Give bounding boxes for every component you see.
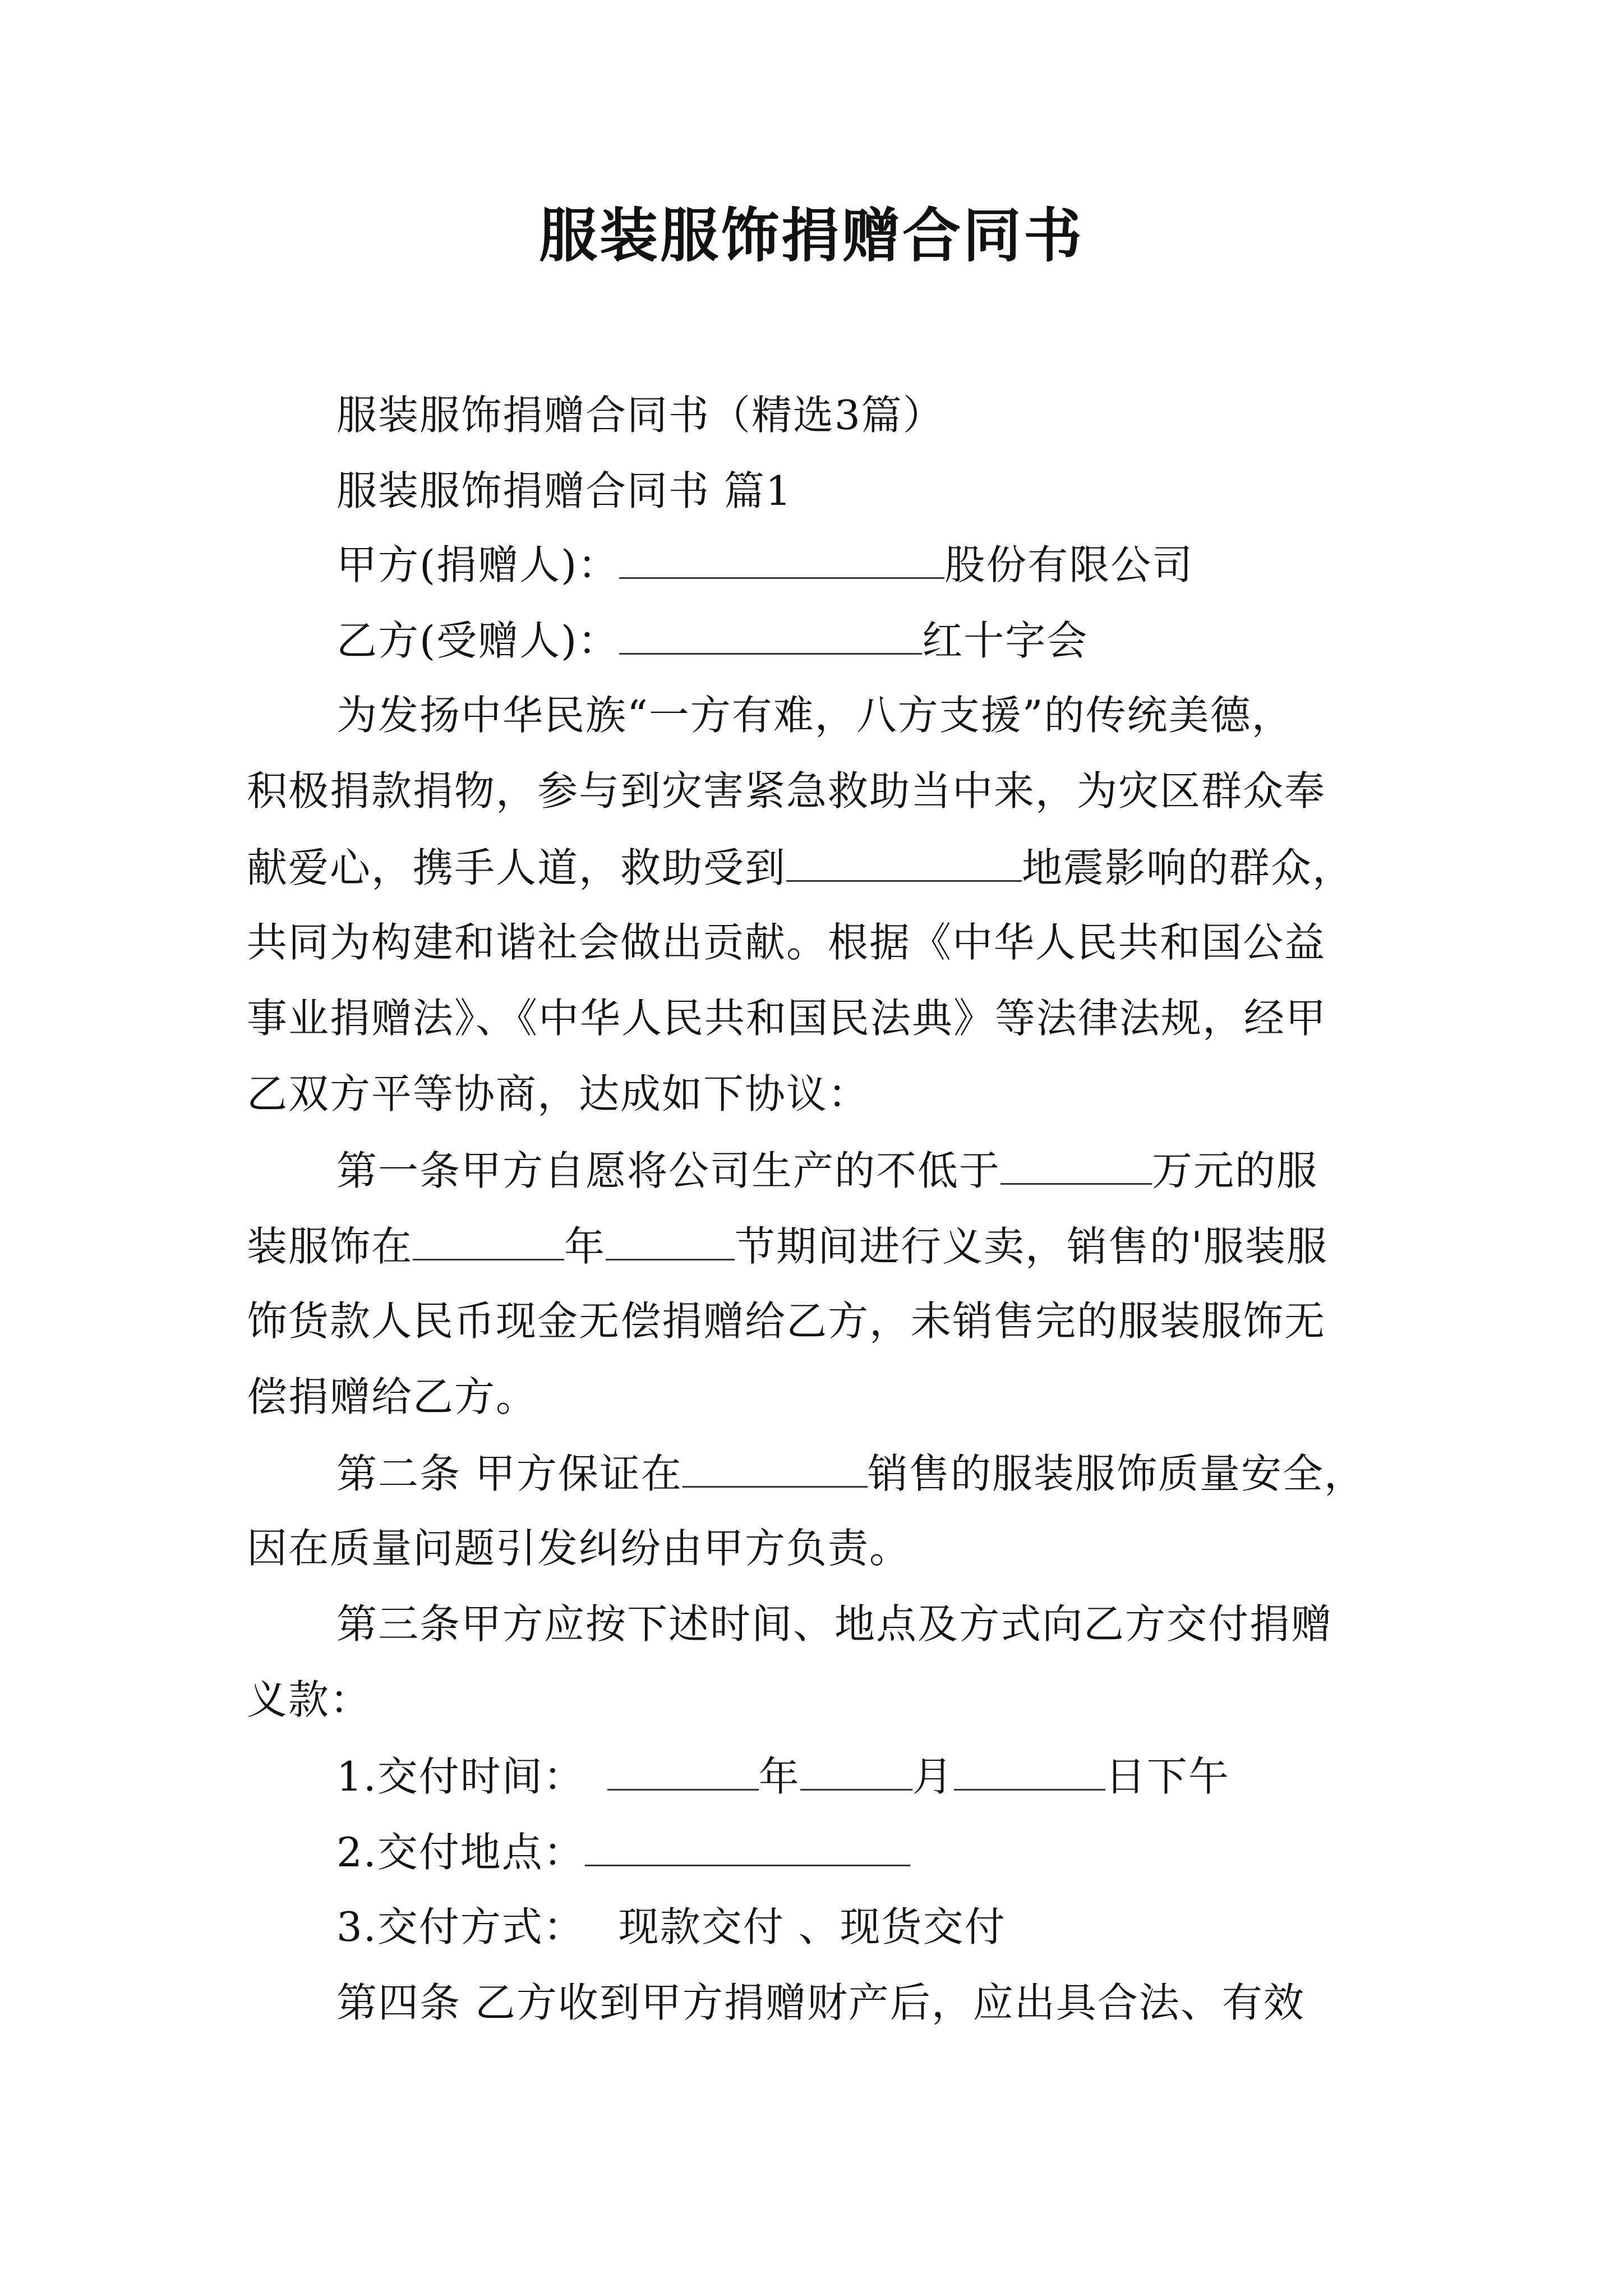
- section-heading: 服装服饰捐赠合同书 篇1: [336, 467, 792, 514]
- year-blank[interactable]: [413, 1217, 564, 1260]
- delivery-method-line: [336, 1899, 1006, 1955]
- delivery-time-label: 1.交付时间：: [336, 1753, 585, 1800]
- article-2-line-1: [336, 1444, 1366, 1502]
- party-a-label: 甲方(捐赠人)：: [336, 541, 620, 588]
- preamble-line-5: 事业捐赠法》、《中华人民共和国民法典》等法律法规，经甲: [247, 995, 1327, 1042]
- article-1-line-4: 偿捐赠给乙方。: [247, 1373, 538, 1420]
- party-a-blank[interactable]: [619, 536, 944, 579]
- delivery-method-label: 3.交付方式：: [336, 1903, 585, 1950]
- sales-location-blank[interactable]: [683, 1444, 868, 1488]
- disaster-location-blank[interactable]: [786, 839, 1022, 882]
- article-3-line-1: 第三条甲方应按下述时间、地点及方式向乙方交付捐赠: [336, 1600, 1333, 1648]
- article-4-line-1: 第四条 乙方收到甲方捐赠财产后，应出具合法、有效: [336, 1979, 1305, 2026]
- article-1-line-3: 饰货款人民币现金无偿捐赠给乙方，未销售完的服装服饰无: [247, 1297, 1326, 1345]
- delivery-method-value: 现款交付 、现货交付: [618, 1903, 1006, 1950]
- delivery-year-label: 年: [758, 1753, 800, 1800]
- party-b-suffix: 红十字会: [922, 617, 1089, 664]
- amount-blank[interactable]: [1000, 1142, 1152, 1185]
- preamble-line-1: 为发扬中华民族“一方有难，八方支援”的传统美德，: [336, 692, 1293, 739]
- article-2-line-2: 因在质量问题引发纠纷由甲方负责。: [247, 1525, 911, 1572]
- document-subtitle: 服装服饰捐赠合同书（精选3篇）: [336, 392, 944, 439]
- preamble-line-4: 共同为构建和谐社会做出贡献。根据《中华人民共和国公益: [247, 919, 1326, 966]
- party-a-suffix: 股份有限公司: [944, 541, 1194, 588]
- delivery-place-line: [336, 1823, 910, 1880]
- party-b-line: [336, 611, 1088, 669]
- preamble-line-3: [247, 839, 1354, 896]
- document-title: 服装服饰捐赠合同书: [538, 201, 1084, 270]
- preamble-line-2: 积极捐款捐物，参与到灾害紧急救助当中来，为灾区群众奉: [247, 767, 1326, 815]
- article-1-line-1: [336, 1142, 1318, 1199]
- article-1-line-2: [247, 1217, 1328, 1274]
- preamble-line-3-text-a: 献爱心，携手人道，救助受到: [247, 844, 787, 891]
- delivery-place-label: 2.交付地点：: [336, 1829, 585, 1876]
- party-a-line: [336, 536, 1193, 593]
- preamble-line-3-text-b: 地震影响的群众，: [1022, 844, 1354, 891]
- article-2-text-b: 销售的服装服饰质量安全，: [867, 1450, 1366, 1497]
- delivery-day-blank[interactable]: [954, 1747, 1105, 1791]
- delivery-day-label: 日下午: [1105, 1753, 1230, 1800]
- party-b-label: 乙方(受赠人)：: [336, 617, 620, 664]
- delivery-time-line: [336, 1747, 1230, 1805]
- preamble-line-6: 乙双方平等协商，达成如下协议：: [247, 1070, 870, 1117]
- party-b-blank[interactable]: [619, 611, 922, 655]
- delivery-month-blank[interactable]: [800, 1747, 912, 1791]
- article-1-text-d: 年: [564, 1223, 606, 1270]
- article-1-text-c: 装服饰在: [247, 1223, 413, 1270]
- delivery-year-blank[interactable]: [607, 1747, 759, 1791]
- article-1-text-e: 节期间进行义卖，销售的'服装服: [735, 1223, 1328, 1270]
- delivery-month-label: 月: [912, 1753, 954, 1800]
- festival-blank[interactable]: [606, 1217, 735, 1260]
- article-1-text-a: 第一条甲方自愿将公司生产的不低于: [336, 1147, 1001, 1194]
- delivery-place-blank[interactable]: [585, 1823, 910, 1866]
- article-1-text-b: 万元的服: [1152, 1147, 1318, 1194]
- article-3-line-2: 义款：: [247, 1676, 372, 1723]
- article-2-text-a: 第二条 甲方保证在: [336, 1450, 683, 1497]
